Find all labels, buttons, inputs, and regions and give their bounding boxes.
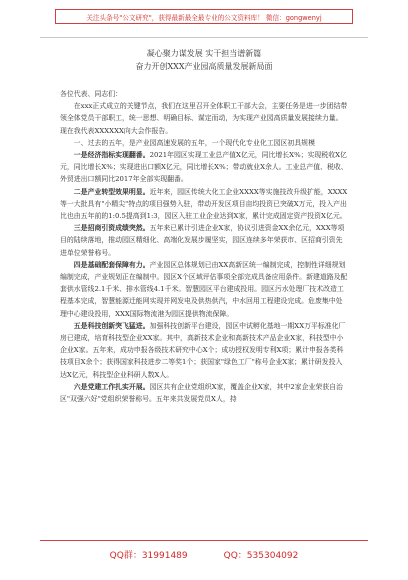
document-title <box>0 47 408 73</box>
paragraph: 一是经济指标实现翻番。2021年园区实现工业总产值X亿元，同比增长X%；实现税收X亿元，同比增长X%；实现进出口额X亿元，同比增长X%；带动就业X余人。工业总产值、税收、外贸进出口额同比2017年全部实现翻番。 <box>60 151 348 184</box>
paragraph: 各位代表、同志们： <box>60 90 123 98</box>
title-line-1: 凝心聚力谋发展 实干担当谱新篇 <box>146 49 262 58</box>
paragraph: 在xxx正式成立的关键节点，我们在这里召开全体职工干部大会，主要任务是进一步团结带领全体党员干部职工，统一思想、明确目标、谋定而动，为实现产业园高质量发展接续力量。现在我代表XXXXXX向大会作报告。 <box>60 102 348 135</box>
promo-banner <box>55 9 353 24</box>
paragraph: 三是招商引资成绩突然。五年来已累计引进企业X家，协议引进资金XX余亿元，XXX等项目的陆续落地，推动园区精细化、高端化发展步履坚实，园区连续多年荣获市、区招商引资先进单位荣誉称号。 <box>60 224 345 257</box>
paragraph: 一、过去的五年，是产业园高速发展的五年，一个现代化专业化工园区初具规模 <box>73 138 315 147</box>
footer <box>0 548 408 561</box>
footer-qq-group: QQ群：31991489 <box>109 551 188 561</box>
footer-qq: QQ：535304092 <box>223 551 299 561</box>
header-divider <box>40 37 368 38</box>
footer-divider <box>40 540 368 541</box>
promo-banner-text: 关注头条号"公文研究"，获得最新最全最专业的公文资料库！ 微信：gongwenyj <box>86 13 322 22</box>
paragraph: 六是党建工作扎实开展。园区共有企业党组织X家，覆盖企业X家，其中2家企业荣获自治区"双强六好"党组织荣誉称号。五年来共发展党员X人，持 <box>60 382 343 404</box>
title-line-2: 奋力开创XXX产业园高质量发展新局面 <box>135 62 273 71</box>
paragraph: 二是产业转型效果明显。近年来，园区传统大化工企业XXXX等实施技改升级扩能，XXXX等一大批具有"小精尖"特点的项目强势入驻，带动开发区项目亩均投资已突破X万元，投入产出比也由五年前的1:0.5提高到1:3，园区入驻工业企业达到X家，累计完成固定资产投资X亿元。 <box>60 187 348 221</box>
paragraph: 四是基础配套保障有力。产业园区总体规划已由XX高新区统一编制完成，控制性详细规划编制完成，产业规划正在编制中。园区X个区域评估事项全部完成具备应用条件。新建道路及配套供水管线2.1千米、排水管线4.1千米。智慧园区平台建成投用。园区污水处理厂技术改造工程基本完成，智慧能源迁能网实现并网发电及供热供汽，中水回用工程建设完成。危废集中处理中心建设投用，XXX国际物流港为园区提供物流保障。 <box>60 260 348 318</box>
document-body <box>60 88 348 405</box>
paragraph: 五是科技创新突飞猛进。加强科技创新平台建设，园区中试孵化基地一期XX万平标准化厂房已建成，培育科技型企业XX家。其中，高新技术企业和高新技术产品企业X家，科技型中小企业X家。五年来，成功申报各级技术研究中心X个；成功授权发明专利X项；累计申报各类科技项目X余个；获得国家科技进步二等奖1个；获国家"绿色工厂"称号企业X家；累计研发投入达X亿元，科技型企业科研人数X人。 <box>60 321 346 379</box>
